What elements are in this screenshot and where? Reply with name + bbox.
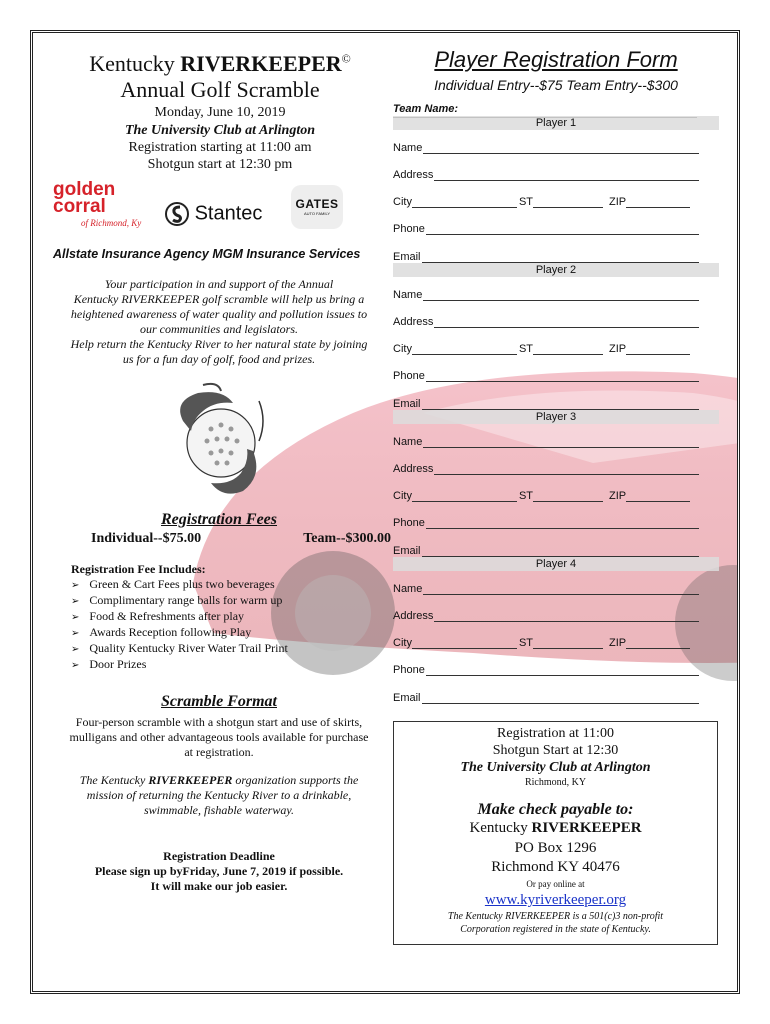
player-3-name-field[interactable] (393, 434, 699, 448)
email-input-line[interactable] (422, 693, 699, 704)
kr-mission-line3: swimmable, fishable waterway. (144, 803, 294, 817)
zip-label: ZIP (609, 637, 627, 649)
zip-label: ZIP (609, 343, 627, 355)
scramble-line: mulligans and other advantageous tools available for purchase (69, 730, 369, 744)
name-input-line[interactable] (423, 437, 699, 448)
st-input-line[interactable] (533, 344, 603, 355)
player-3-city-st-zip-field[interactable] (393, 488, 699, 502)
name-label: Name (393, 289, 423, 301)
golden-corral-line1: golden (53, 179, 116, 200)
city-label: City (393, 637, 412, 649)
email-label: Email (393, 251, 421, 263)
player-1-email-field[interactable] (393, 249, 699, 263)
address-input-line[interactable] (434, 317, 699, 328)
box-nonprofit-line1: The Kentucky RIVERKEEPER is a 501(c)3 non-profit (447, 911, 664, 922)
city-input-line[interactable] (412, 638, 517, 649)
flyer-frame (30, 30, 740, 994)
player-1-header: Player 1 (393, 116, 719, 130)
player-1-city-st-zip-field[interactable] (393, 194, 699, 208)
kr-mission-line2: mission of returning the Kentucky River to a drinkable, (86, 788, 352, 802)
payee-prefix: Kentucky (469, 820, 532, 836)
list-item: ➢ Complimentary range balls for warm up (71, 593, 288, 609)
name-label: Name (393, 583, 423, 595)
zip-label: ZIP (609, 196, 627, 208)
zip-input-line[interactable] (626, 491, 690, 502)
player-3-phone-field[interactable] (393, 515, 699, 529)
gates-sub: AUTO FAMILY (303, 211, 331, 216)
list-item: ➢ Awards Reception following Play (71, 625, 288, 641)
address-label: Address (393, 316, 434, 328)
deadline-line2: It will make our job easier. (150, 879, 288, 893)
city-input-line[interactable] (412, 344, 517, 355)
golden-corral-sub: of Richmond, Ky (81, 218, 142, 228)
player-4-address-field[interactable] (393, 608, 699, 622)
golden-corral-line2: corral (53, 196, 106, 217)
box-city-state: Richmond KY 40476 (491, 859, 620, 875)
fee-includes-list (71, 577, 288, 673)
name-input-line[interactable] (423, 290, 699, 301)
title-prefix: Kentucky (89, 51, 181, 76)
box-location: Richmond, KY (524, 777, 587, 788)
player-3-email-field[interactable] (393, 543, 699, 557)
team-fee: Team--$300.00 (303, 531, 391, 546)
player-4-city-st-zip-field[interactable] (393, 635, 699, 649)
mission-line: us for a fun day of golf, food and prizes. (122, 352, 316, 366)
player-3-address-field[interactable] (393, 461, 699, 475)
shotgun-time: Shotgun start at 12:30 pm (147, 157, 293, 172)
player-3-header: Player 3 (393, 410, 719, 424)
phone-label: Phone (393, 664, 425, 676)
box-venue: The University Club at Arlington (460, 760, 651, 775)
address-label: Address (393, 610, 434, 622)
email-label: Email (393, 398, 421, 410)
box-website (394, 892, 717, 909)
box-nonprofit-line2: Corporation registered in the state of Kentucky. (460, 924, 651, 935)
player-1-name-field[interactable] (393, 140, 699, 154)
zip-label: ZIP (609, 490, 627, 502)
player-2-city-st-zip-field[interactable] (393, 341, 699, 355)
zip-input-line[interactable] (626, 197, 690, 208)
mission-line: Help return the Kentucky River to her natural state by joining (70, 337, 368, 351)
city-label: City (393, 196, 412, 208)
fees-line (91, 531, 391, 547)
phone-input-line[interactable] (426, 371, 699, 382)
mission-statement (55, 277, 383, 367)
city-input-line[interactable] (412, 197, 517, 208)
phone-input-line[interactable] (426, 665, 699, 676)
player-1-phone-field[interactable] (393, 221, 699, 235)
player-2-phone-field[interactable] (393, 368, 699, 382)
address-input-line[interactable] (434, 170, 699, 181)
st-label: ST (518, 343, 534, 355)
st-label: ST (518, 196, 534, 208)
list-item: ➢ Door Prizes (71, 657, 288, 673)
st-input-line[interactable] (533, 638, 603, 649)
mission-line: Your participation in and support of the Annual (104, 277, 334, 291)
name-label: Name (393, 436, 423, 448)
box-po-box: PO Box 1296 (514, 840, 597, 856)
st-input-line[interactable] (533, 491, 603, 502)
box-payee (394, 820, 717, 837)
registration-deadline (55, 849, 383, 894)
player-4-header: Player 4 (393, 557, 719, 571)
scramble-format-title: Scramble Format (160, 693, 277, 710)
registration-time: Registration starting at 11:00 am (128, 140, 312, 155)
st-label: ST (518, 490, 534, 502)
golden-corral-logo (53, 181, 153, 232)
email-label: Email (393, 692, 421, 704)
phone-input-line[interactable] (426, 224, 699, 235)
player-1-address-field[interactable] (393, 167, 699, 181)
st-label: ST (518, 637, 534, 649)
stantec-logo (165, 201, 262, 227)
player-2-email-field[interactable] (393, 396, 699, 410)
gates-logo (291, 185, 343, 229)
website-link[interactable]: www.kyriverkeeper.org (484, 892, 627, 908)
mission-line: heightened awareness of water quality and pollution issues to (70, 307, 368, 321)
registration-fees-title: Registration Fees (160, 511, 277, 528)
list-item: ➢ Food & Refreshments after play (71, 609, 288, 625)
gates-text: GATES (295, 197, 339, 211)
name-input-line[interactable] (423, 143, 699, 154)
phone-input-line[interactable] (426, 518, 699, 529)
player-4-email-field[interactable] (393, 690, 699, 704)
address-label: Address (393, 169, 434, 181)
kr-mission-prefix: The Kentucky (79, 773, 149, 787)
email-input-line[interactable] (422, 252, 699, 263)
event-date: Monday, June 10, 2019 (154, 105, 286, 120)
mission-line: our communities and legislators. (140, 322, 298, 336)
kr-mission-suffix: organization supports the (232, 773, 359, 787)
title-org: RIVERKEEPER (180, 51, 342, 76)
payee-org: RIVERKEEPER (531, 820, 642, 836)
city-input-line[interactable] (412, 491, 517, 502)
name-input-line[interactable] (423, 584, 699, 595)
player-4-phone-field[interactable] (393, 662, 699, 676)
phone-label: Phone (393, 370, 425, 382)
player-2-header: Player 2 (393, 263, 719, 277)
kr-mission-org: RIVERKEEPER (148, 773, 233, 787)
registration-info-box (393, 721, 718, 945)
email-input-line[interactable] (422, 546, 699, 557)
deadline-line1: Please sign up byFriday, June 7, 2019 if possible. (94, 864, 344, 878)
email-label: Email (393, 545, 421, 557)
zip-input-line[interactable] (626, 344, 690, 355)
sponsor-text-line: Allstate Insurance Agency MGM Insurance Services (53, 247, 361, 261)
form-title: Player Registration Form (434, 47, 678, 72)
list-item: ➢ Green & Cart Fees plus two beverages (71, 577, 288, 593)
box-payable-title: Make check payable to: (477, 801, 634, 818)
team-name-label: Team Name: (393, 103, 459, 115)
event-title (55, 51, 385, 77)
stantec-text: Stantec (194, 202, 263, 225)
event-venue: The University Club at Arlington (124, 123, 316, 138)
scramble-line: Four-person scramble with a shotgun start and use of skirts, (75, 715, 363, 729)
form-subtitle: Individual Entry--$75 Team Entry--$300 (434, 77, 678, 93)
box-registration-time: Registration at 11:00 (497, 726, 614, 741)
player-2-address-field[interactable] (393, 314, 699, 328)
address-input-line[interactable] (434, 611, 699, 622)
email-input-line[interactable] (422, 399, 699, 410)
event-subtitle: Annual Golf Scramble (120, 77, 320, 102)
phone-label: Phone (393, 223, 425, 235)
copyright-symbol: © (341, 51, 351, 66)
box-shotgun-time: Shotgun Start at 12:30 (492, 743, 619, 758)
st-input-line[interactable] (533, 197, 603, 208)
deadline-title: Registration Deadline (163, 849, 275, 863)
address-input-line[interactable] (434, 464, 699, 475)
kr-mission-line1 (55, 773, 383, 788)
phone-label: Phone (393, 517, 425, 529)
scramble-format-text (55, 715, 383, 760)
list-item: ➢ Quality Kentucky River Water Trail Print (71, 641, 288, 657)
player-4-name-field[interactable] (393, 581, 699, 595)
box-online-text: Or pay online at (526, 879, 585, 889)
mission-line: Kentucky RIVERKEEPER golf scramble will help us bring a (73, 292, 365, 306)
player-2-name-field[interactable] (393, 287, 699, 301)
scramble-line: at registration. (184, 745, 254, 759)
city-label: City (393, 490, 412, 502)
name-label: Name (393, 142, 423, 154)
zip-input-line[interactable] (626, 638, 690, 649)
city-label: City (393, 343, 412, 355)
fee-includes-title: Registration Fee Includes: (71, 562, 206, 576)
address-label: Address (393, 463, 434, 475)
stantec-mark-icon (165, 201, 189, 227)
fish-golf-ball-illustration (163, 381, 273, 501)
individual-fee: Individual--$75.00 (91, 531, 202, 546)
riverkeeper-mission (55, 773, 383, 818)
